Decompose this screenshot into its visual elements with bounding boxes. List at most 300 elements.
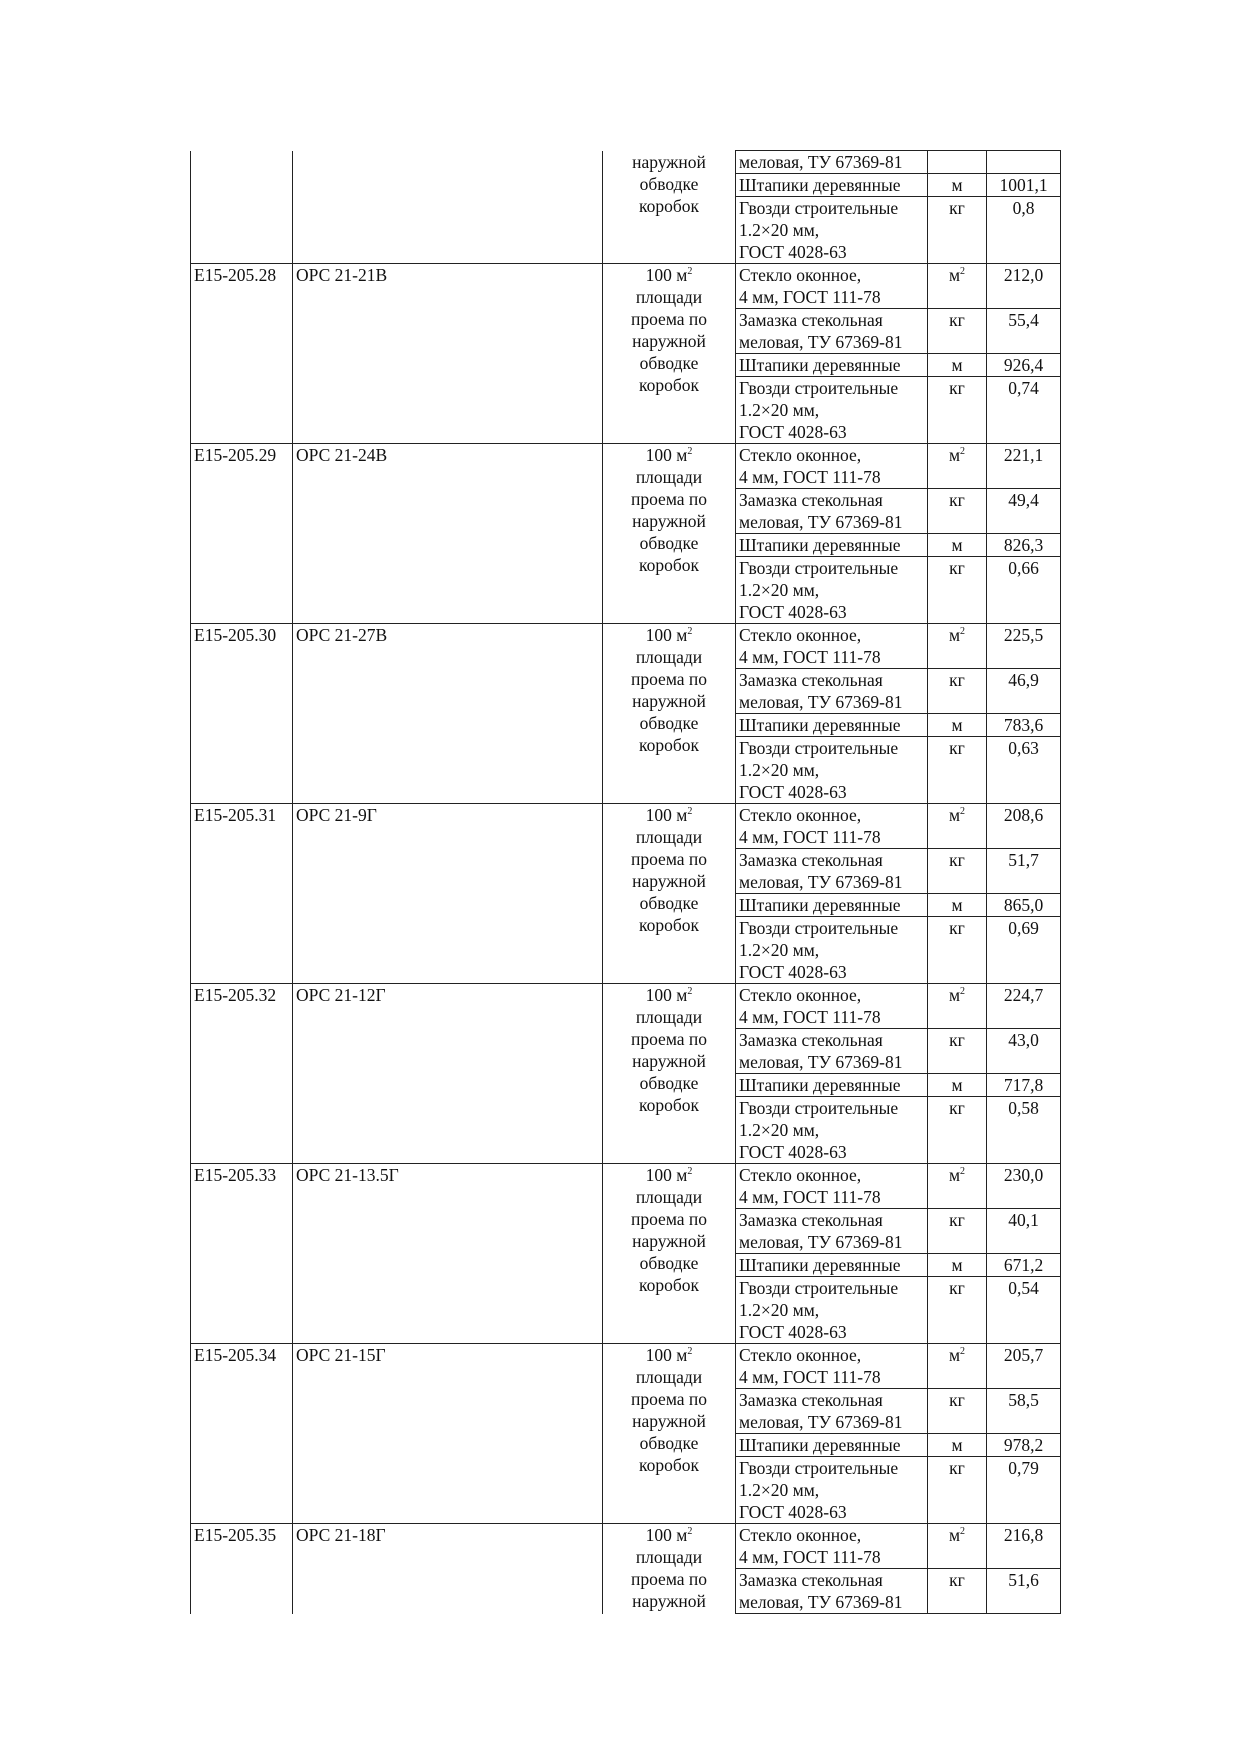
unit-description-line: площади [635, 827, 703, 847]
unit-base-line [606, 804, 732, 826]
quantity-value: 671,2 [987, 1254, 1061, 1277]
unit-description-line: коробок [638, 1095, 700, 1115]
material-name-line: Замазка стекольная [739, 1390, 883, 1410]
material-name [736, 557, 928, 624]
norm-code: Е15-205.28 [191, 264, 293, 444]
measure-unit-text: кг [949, 1030, 965, 1050]
measure-unit-text: м [951, 1435, 963, 1455]
quantity-value: 826,3 [987, 534, 1061, 557]
quantity-value: 46,9 [987, 669, 1061, 714]
norm-code [191, 151, 293, 264]
material-name [736, 534, 928, 557]
unit-description-line: обводке [639, 1253, 699, 1273]
unit-description-line: проема по [630, 1029, 708, 1049]
quantity-value: 0,8 [987, 197, 1061, 264]
norm-code: Е15-205.31 [191, 804, 293, 984]
material-name [736, 1344, 928, 1389]
measure-unit-text: кг [949, 558, 965, 578]
measure-unit [928, 917, 987, 984]
material-name-line: Замазка стекольная [739, 850, 883, 870]
material-name-line: меловая, ТУ 67369-81 [739, 1412, 903, 1432]
unit-base-text: 100 м [645, 1165, 688, 1185]
material-name-line: 4 мм, ГОСТ 111-78 [739, 647, 881, 667]
measure-unit-text: кг [949, 490, 965, 510]
measure-unit-text: кг [949, 1278, 965, 1298]
table-row [191, 804, 1061, 849]
quantity-value: 51,7 [987, 849, 1061, 894]
quantity-value: 0,54 [987, 1277, 1061, 1344]
material-name [736, 714, 928, 737]
measure-unit [928, 489, 987, 534]
unit-description-line: обводке [639, 353, 699, 373]
measure-unit [928, 624, 987, 669]
measure-unit-superscript: 2 [960, 1346, 966, 1357]
measure-unit [928, 1457, 987, 1524]
material-name [736, 1209, 928, 1254]
material-name-line: меловая, ТУ 67369-81 [739, 152, 903, 172]
measure-unit-text: кг [949, 1390, 965, 1410]
material-name-line: Стекло оконное, [739, 265, 862, 285]
norm-name [293, 151, 603, 264]
measure-unit-text: кг [949, 1570, 965, 1590]
material-name-line: 4 мм, ГОСТ 111-78 [739, 467, 881, 487]
unit-description-line: коробок [638, 1455, 700, 1475]
material-name-line: меловая, ТУ 67369-81 [739, 1052, 903, 1072]
material-name-line: 1.2×20 мм, [739, 1480, 820, 1500]
material-name [736, 849, 928, 894]
measure-unit [928, 984, 987, 1029]
table-row [191, 1164, 1061, 1209]
measure-unit [928, 1277, 987, 1344]
material-name [736, 489, 928, 534]
quantity-value: 216,8 [987, 1524, 1061, 1569]
unit-description-line: обводке [639, 173, 699, 194]
unit-base-line [606, 444, 732, 466]
quantity-value: 865,0 [987, 894, 1061, 917]
quantity-value [987, 151, 1061, 174]
unit-base-text: 100 м [645, 445, 688, 465]
material-name-line: Стекло оконное, [739, 625, 862, 645]
measure-unit-superscript: 2 [960, 1526, 966, 1537]
measure-unit [928, 444, 987, 489]
quantity-value: 212,0 [987, 264, 1061, 309]
unit-description-line: проема по [630, 1209, 708, 1229]
measure-unit-text: кг [949, 850, 965, 870]
material-name-line: 1.2×20 мм, [739, 1300, 820, 1320]
material-name [736, 1569, 928, 1614]
unit-superscript: 2 [687, 986, 693, 997]
material-name-line: ГОСТ 4028-63 [739, 602, 847, 622]
unit-description-line: наружной [632, 1411, 706, 1431]
quantity-value: 224,7 [987, 984, 1061, 1029]
measure-unit-text: кг [949, 198, 965, 218]
material-name [736, 197, 928, 264]
quantity-value: 221,1 [987, 444, 1061, 489]
table-row [191, 151, 1061, 174]
quantity-value: 58,5 [987, 1389, 1061, 1434]
material-name-line: Замазка стекольная [739, 310, 883, 330]
measure-unit-text: м [948, 805, 961, 825]
measure-unit-text: кг [949, 1098, 965, 1118]
material-name [736, 1097, 928, 1164]
norm-name: ОРС 21-13.5Г [293, 1164, 603, 1344]
material-name-line: Стекло оконное, [739, 1345, 862, 1365]
material-name-line: 1.2×20 мм, [739, 1120, 820, 1140]
unit-description-line: обводке [639, 713, 699, 733]
material-name-line: Гвозди строительные [739, 1458, 899, 1478]
measure-unit-text: кг [949, 738, 965, 758]
measure-unit [928, 669, 987, 714]
measure-unit [928, 1097, 987, 1164]
material-name-line: меловая, ТУ 67369-81 [739, 872, 903, 892]
material-name [736, 917, 928, 984]
measure-unit-text: м [948, 625, 961, 645]
unit-description-line: коробок [638, 735, 700, 755]
material-name [736, 1457, 928, 1524]
measure-unit-text: кг [949, 670, 965, 690]
norm-name: ОРС 21-9Г [293, 804, 603, 984]
material-name [736, 804, 928, 849]
measure-unit-superscript: 2 [960, 446, 966, 457]
norm-unit [603, 984, 736, 1164]
measure-unit-superscript: 2 [960, 1166, 966, 1177]
quantity-value: 43,0 [987, 1029, 1061, 1074]
material-name [736, 1074, 928, 1097]
measure-unit [928, 1524, 987, 1569]
material-name-line: Гвозди строительные [739, 918, 899, 938]
measure-unit-text: м [951, 1075, 963, 1095]
material-name [736, 1164, 928, 1209]
material-name-line: Штапики деревянные [739, 535, 901, 555]
material-name-line: Замазка стекольная [739, 1210, 883, 1230]
table-row [191, 984, 1061, 1029]
material-name-line: Штапики деревянные [739, 355, 901, 375]
measure-unit [928, 1074, 987, 1097]
material-name-line: Штапики деревянные [739, 895, 901, 915]
unit-superscript: 2 [687, 1166, 693, 1177]
measure-unit [928, 1434, 987, 1457]
unit-description-line: площади [635, 1007, 703, 1027]
table-row [191, 624, 1061, 669]
material-name [736, 151, 928, 174]
measure-unit-text: м [951, 1255, 963, 1275]
material-name-line: 1.2×20 мм, [739, 580, 820, 600]
unit-description-line: коробок [638, 1275, 700, 1295]
norm-code: Е15-205.30 [191, 624, 293, 804]
material-name-line: Гвозди строительные [739, 558, 899, 578]
measure-unit [928, 714, 987, 737]
material-name-line: Гвозди строительные [739, 1278, 899, 1298]
material-name [736, 1524, 928, 1569]
measure-unit [928, 804, 987, 849]
measure-unit-text: кг [949, 310, 965, 330]
material-name-line: 4 мм, ГОСТ 111-78 [739, 1007, 881, 1027]
measure-unit [928, 197, 987, 264]
table-row [191, 264, 1061, 309]
unit-description-line: наружной [632, 1231, 706, 1251]
material-name-line: меловая, ТУ 67369-81 [739, 692, 903, 712]
measure-unit [928, 264, 987, 309]
unit-description-line: наружной [632, 511, 706, 531]
quantity-value: 49,4 [987, 489, 1061, 534]
material-name-line: ГОСТ 4028-63 [739, 1142, 847, 1162]
material-name-line: 1.2×20 мм, [739, 760, 820, 780]
unit-base-text: 100 м [645, 1345, 688, 1365]
material-name [736, 894, 928, 917]
material-name-line: Штапики деревянные [739, 1255, 901, 1275]
material-name-line: 4 мм, ГОСТ 111-78 [739, 287, 881, 307]
norms-table-page [190, 150, 1060, 1614]
quantity-value: 926,4 [987, 354, 1061, 377]
norm-name: ОРС 21-18Г [293, 1524, 603, 1614]
material-name [736, 984, 928, 1029]
measure-unit [928, 1254, 987, 1277]
unit-description-line: площади [635, 1367, 703, 1387]
unit-description-line: обводке [639, 893, 699, 913]
material-name-line: Штапики деревянные [739, 1435, 901, 1455]
material-name [736, 1389, 928, 1434]
unit-base-text: 100 м [645, 985, 688, 1005]
measure-unit-text: м [951, 355, 963, 375]
unit-base-line [606, 984, 732, 1006]
material-name [736, 1277, 928, 1344]
material-name [736, 354, 928, 377]
measure-unit-superscript: 2 [960, 626, 966, 637]
unit-description-line: проема по [630, 669, 708, 689]
unit-description-line: проема по [630, 1389, 708, 1409]
quantity-value: 1001,1 [987, 174, 1061, 197]
unit-base-text: 100 м [645, 265, 688, 285]
material-name-line: ГОСТ 4028-63 [739, 422, 847, 442]
measure-unit [928, 309, 987, 354]
unit-description-line: коробок [638, 195, 700, 216]
material-name-line: 4 мм, ГОСТ 111-78 [739, 1547, 881, 1567]
quantity-value: 0,66 [987, 557, 1061, 624]
material-name-line: Гвозди строительные [739, 738, 899, 758]
quantity-value: 225,5 [987, 624, 1061, 669]
measure-unit-text: кг [949, 378, 965, 398]
material-name [736, 444, 928, 489]
material-name [736, 624, 928, 669]
measure-unit [928, 894, 987, 917]
unit-description-line: наружной [632, 151, 706, 172]
material-name [736, 1029, 928, 1074]
table-row [191, 1344, 1061, 1389]
quantity-value: 0,74 [987, 377, 1061, 444]
material-name-line: Гвозди строительные [739, 198, 899, 218]
quantity-value: 51,6 [987, 1569, 1061, 1614]
unit-description-line: наружной [632, 1051, 706, 1071]
unit-base-line [606, 624, 732, 646]
measure-unit-text: м [948, 1525, 961, 1545]
material-name-line: Штапики деревянные [739, 175, 901, 195]
unit-superscript: 2 [687, 266, 693, 277]
unit-description-line: проема по [630, 849, 708, 869]
measure-unit [928, 1344, 987, 1389]
unit-superscript: 2 [687, 1346, 693, 1357]
norm-name: ОРС 21-15Г [293, 1344, 603, 1524]
material-name-line: Стекло оконное, [739, 805, 862, 825]
material-name-line: Гвозди строительные [739, 378, 899, 398]
measure-unit-superscript: 2 [960, 986, 966, 997]
measure-unit [928, 1209, 987, 1254]
quantity-value: 55,4 [987, 309, 1061, 354]
quantity-value: 0,79 [987, 1457, 1061, 1524]
norm-code: Е15-205.34 [191, 1344, 293, 1524]
material-name-line: Штапики деревянные [739, 715, 901, 735]
measure-unit [928, 737, 987, 804]
norm-unit [603, 1524, 736, 1614]
material-name [736, 737, 928, 804]
measure-unit [928, 354, 987, 377]
material-name-line: 1.2×20 мм, [739, 940, 820, 960]
norm-unit [603, 624, 736, 804]
material-name [736, 1254, 928, 1277]
unit-description-line: наружной [632, 331, 706, 351]
unit-base-line [606, 1164, 732, 1186]
material-name-line: 1.2×20 мм, [739, 220, 820, 240]
material-name-line: меловая, ТУ 67369-81 [739, 332, 903, 352]
material-name [736, 377, 928, 444]
measure-unit [928, 849, 987, 894]
material-name-line: 4 мм, ГОСТ 111-78 [739, 1367, 881, 1387]
measure-unit [928, 1029, 987, 1074]
table-row [191, 1524, 1061, 1569]
norm-name: ОРС 21-21В [293, 264, 603, 444]
unit-description-line: проема по [630, 1569, 708, 1589]
norm-name: ОРС 21-27В [293, 624, 603, 804]
quantity-value: 230,0 [987, 1164, 1061, 1209]
quantity-value: 0,63 [987, 737, 1061, 804]
norm-code: Е15-205.29 [191, 444, 293, 624]
measure-unit-text: м [951, 895, 963, 915]
measure-unit-text: м [948, 985, 961, 1005]
material-name-line: ГОСТ 4028-63 [739, 242, 847, 262]
unit-description-line: наружной [632, 691, 706, 711]
material-name-line: Штапики деревянные [739, 1075, 901, 1095]
material-name-line: ГОСТ 4028-63 [739, 962, 847, 982]
measure-unit-text: м [948, 265, 961, 285]
unit-description-line: коробок [638, 555, 700, 575]
measure-unit-text: м [951, 175, 963, 195]
quantity-value: 978,2 [987, 1434, 1061, 1457]
material-name-line: Замазка стекольная [739, 1030, 883, 1050]
norm-unit [603, 804, 736, 984]
material-name-line: Замазка стекольная [739, 670, 883, 690]
material-name-line: Замазка стекольная [739, 1570, 883, 1590]
unit-description-line: проема по [630, 489, 708, 509]
measure-unit-text: м [951, 535, 963, 555]
material-name-line: Гвозди строительные [739, 1098, 899, 1118]
unit-description-line: площади [635, 467, 703, 487]
material-name-line: 4 мм, ГОСТ 111-78 [739, 827, 881, 847]
norm-unit [603, 444, 736, 624]
unit-description-line: площади [635, 1187, 703, 1207]
measure-unit [928, 151, 987, 174]
unit-superscript: 2 [687, 626, 693, 637]
unit-description-line: площади [635, 1547, 703, 1567]
quantity-value: 0,58 [987, 1097, 1061, 1164]
norm-code: Е15-205.33 [191, 1164, 293, 1344]
measure-unit-text: кг [949, 1458, 965, 1478]
norm-unit [603, 1164, 736, 1344]
quantity-value: 208,6 [987, 804, 1061, 849]
unit-description-line: площади [635, 287, 703, 307]
material-name-line: Стекло оконное, [739, 985, 862, 1005]
unit-base-text: 100 м [645, 805, 688, 825]
measure-unit [928, 377, 987, 444]
measure-unit [928, 557, 987, 624]
measure-unit-text: м [948, 1165, 961, 1185]
unit-superscript: 2 [687, 806, 693, 817]
unit-base-line [606, 1524, 732, 1546]
material-name [736, 174, 928, 197]
table-row [191, 444, 1061, 489]
material-name-line: меловая, ТУ 67369-81 [739, 512, 903, 532]
material-name [736, 309, 928, 354]
unit-superscript: 2 [687, 446, 693, 457]
measure-unit [928, 1569, 987, 1614]
material-name [736, 669, 928, 714]
material-name-line: меловая, ТУ 67369-81 [739, 1592, 903, 1612]
material-name-line: Стекло оконное, [739, 445, 862, 465]
material-name [736, 1434, 928, 1457]
measure-unit [928, 174, 987, 197]
norm-unit [603, 151, 736, 264]
unit-description-line: площади [635, 647, 703, 667]
measure-unit-text: м [948, 445, 961, 465]
unit-base-text: 100 м [645, 625, 688, 645]
unit-superscript: 2 [687, 1526, 693, 1537]
material-name-line: Стекло оконное, [739, 1165, 862, 1185]
norm-unit [603, 1344, 736, 1524]
unit-description-line: наружной [632, 1591, 706, 1611]
norm-name: ОРС 21-12Г [293, 984, 603, 1164]
unit-base-line [606, 1344, 732, 1366]
measure-unit-text: м [948, 1345, 961, 1365]
material-name-line: меловая, ТУ 67369-81 [739, 1232, 903, 1252]
measure-unit-text: кг [949, 918, 965, 938]
material-name-line: ГОСТ 4028-63 [739, 1322, 847, 1342]
unit-description-line: коробок [638, 375, 700, 395]
norm-code: Е15-205.32 [191, 984, 293, 1164]
measure-unit-text: м [951, 715, 963, 735]
material-name-line: 1.2×20 мм, [739, 400, 820, 420]
quantity-value: 40,1 [987, 1209, 1061, 1254]
material-name-line: ГОСТ 4028-63 [739, 782, 847, 802]
measure-unit [928, 534, 987, 557]
unit-description-line: проема по [630, 309, 708, 329]
unit-description-line: коробок [638, 915, 700, 935]
norm-unit [603, 264, 736, 444]
unit-description-line: обводке [639, 533, 699, 553]
material-name [736, 264, 928, 309]
quantity-value: 205,7 [987, 1344, 1061, 1389]
unit-description-line: обводке [639, 1433, 699, 1453]
quantity-value: 717,8 [987, 1074, 1061, 1097]
quantity-value: 0,69 [987, 917, 1061, 984]
measure-unit [928, 1164, 987, 1209]
material-name-line: Замазка стекольная [739, 490, 883, 510]
material-name-line: Стекло оконное, [739, 1525, 862, 1545]
measure-unit [928, 1389, 987, 1434]
unit-description-line: обводке [639, 1073, 699, 1093]
material-name-line: 4 мм, ГОСТ 111-78 [739, 1187, 881, 1207]
material-name-line: ГОСТ 4028-63 [739, 1502, 847, 1522]
measure-unit-superscript: 2 [960, 266, 966, 277]
norm-code: Е15-205.35 [191, 1524, 293, 1614]
norms-table [190, 150, 1061, 1614]
